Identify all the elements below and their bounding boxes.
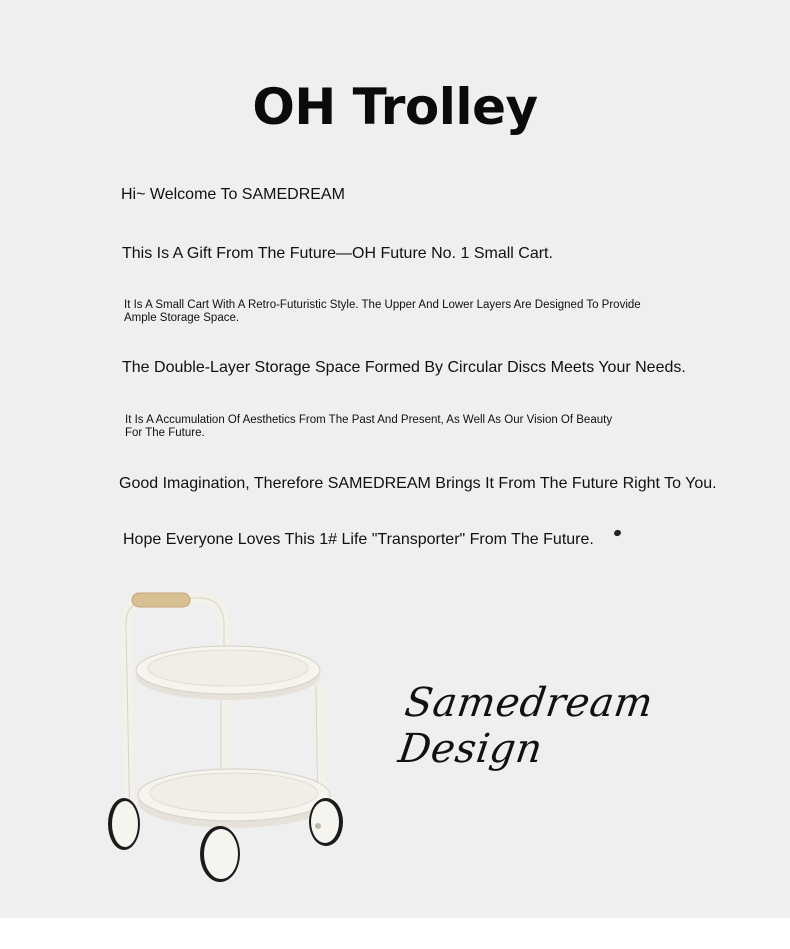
style-description-line: It Is A Small Cart With A Retro-Futuristic Style. The Upper And Lower Layers Are Designed To Provide Ample Storage Space.	[124, 299, 641, 324]
storage-line: The Double-Layer Storage Space Formed By Circular Discs Meets Your Needs.	[122, 359, 686, 376]
page-title: OH Trolley	[252, 78, 538, 136]
imagination-line: Good Imagination, Therefore SAMEDREAM Brings It From The Future Right To You.	[119, 475, 717, 492]
gift-line: This Is A Gift From The Future—OH Future No. 1 Small Cart.	[122, 245, 553, 262]
decorative-speck	[613, 529, 622, 537]
welcome-line: Hi~ Welcome To SAMEDREAM	[121, 186, 345, 203]
closing-line: Hope Everyone Loves This 1# Life "Transporter" From The Future.	[123, 531, 594, 548]
aesthetics-line: It Is A Accumulation Of Aesthetics From The Past And Present, As Well As Our Vision Of Beauty For The Future.	[125, 414, 613, 439]
trolley-image	[96, 580, 356, 890]
brand-signature: Samedream Design	[395, 680, 656, 772]
